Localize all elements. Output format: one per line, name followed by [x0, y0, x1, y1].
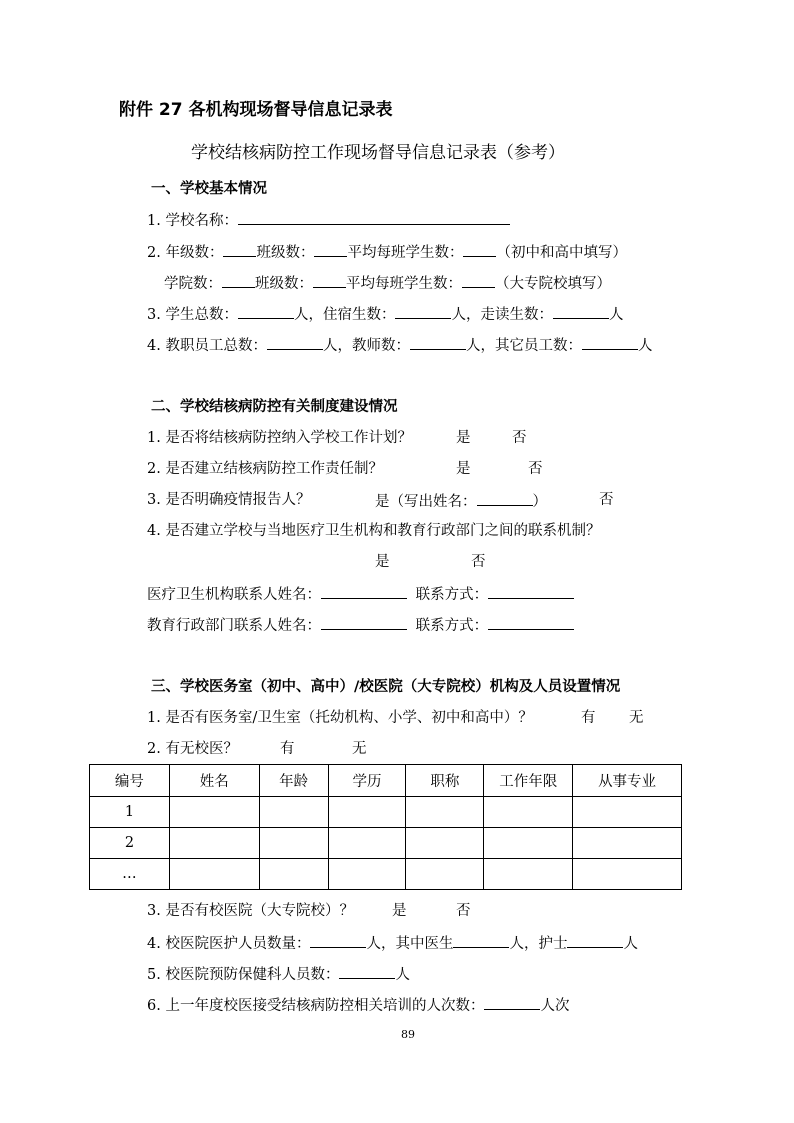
cell-name[interactable]	[169, 828, 259, 859]
cell-title[interactable]	[406, 859, 484, 890]
unit-label: 人，	[465, 338, 495, 354]
row-number: 2	[90, 828, 170, 859]
medical-staff-label: 4. 校医院医护人员数量：	[147, 936, 311, 952]
avg-students-label: 平均每班学生数：	[347, 245, 464, 261]
unit-label: 人	[608, 307, 624, 323]
day-students-field[interactable]	[553, 303, 609, 319]
s3-q3-yes-option[interactable]: 是	[392, 903, 407, 919]
s2-q2-text: 2. 是否建立结核病防控工作责任制？	[147, 461, 383, 477]
boarding-label: 住宿生数：	[322, 307, 396, 323]
unit-label: 人次	[540, 998, 570, 1014]
teachers-field[interactable]	[410, 334, 466, 350]
table-row	[90, 797, 682, 828]
s2-q4-text: 4. 是否建立学校与当地医疗卫生机构和教育行政部门之间的联系机制？	[147, 523, 601, 539]
other-staff-label: 其它员工数：	[494, 338, 582, 354]
prevention-staff-label: 5. 校医院预防保健科人员数：	[147, 967, 340, 983]
school-name-row	[147, 209, 510, 231]
unit-label: 人，	[451, 307, 481, 323]
s2-q1-text: 1. 是否将结核病防控纳入学校工作计划？	[147, 430, 412, 446]
school-name-label: 1. 学校名称：	[147, 213, 238, 229]
day-students-label: 走读生数：	[480, 307, 553, 323]
s2-q3-yes-label: 是（写出姓名：	[375, 494, 477, 510]
unit-label: 人，	[293, 307, 323, 323]
college-note: （大专院校填写）	[495, 276, 611, 292]
row-number: …	[90, 859, 170, 890]
college-avg-field[interactable]	[462, 272, 495, 288]
staff-total-label: 教职员工总数：	[165, 338, 267, 354]
health-contact-row	[147, 583, 574, 605]
col-header-age: 年龄	[259, 765, 328, 797]
col-header-years: 工作年限	[484, 765, 573, 797]
s2-q3-text: 3. 是否明确疫情报告人？	[147, 492, 311, 508]
grade-note: （初中和高中填写）	[496, 245, 627, 261]
cell-specialty[interactable]	[573, 859, 682, 890]
training-row	[147, 994, 569, 1016]
cell-age[interactable]	[259, 859, 328, 890]
college-class-field[interactable]	[313, 272, 346, 288]
s2-q1-no-option[interactable]: 否	[512, 430, 527, 446]
s3-q3-no-option[interactable]: 否	[456, 903, 471, 919]
cell-specialty[interactable]	[573, 828, 682, 859]
col-header-name: 姓名	[169, 765, 259, 797]
row-number: 1	[90, 797, 170, 828]
col-header-specialty: 从事专业	[573, 765, 682, 797]
cell-age[interactable]	[259, 828, 328, 859]
college-row	[164, 272, 611, 294]
school-doctor-table	[89, 764, 682, 890]
college-count-field[interactable]	[222, 272, 255, 288]
college-class-label: 班级数：	[255, 276, 313, 292]
q2-num: 2.	[147, 245, 161, 261]
medical-staff-field[interactable]	[310, 932, 366, 948]
s3-q1-yes-option[interactable]: 有	[581, 710, 596, 726]
edu-contact-name-label: 教育行政部门联系人姓名：	[147, 618, 321, 634]
school-name-field[interactable]	[238, 209, 510, 225]
total-students-label: 学生总数：	[165, 307, 238, 323]
col-header-number: 编号	[90, 765, 170, 797]
s2-q4-yes-option[interactable]: 是	[375, 554, 390, 570]
class-count-label: 班级数：	[256, 245, 315, 261]
edu-contact-method-field[interactable]	[488, 614, 574, 630]
section1-heading: 一、学校基本情况	[151, 181, 267, 197]
table-row	[90, 859, 682, 890]
cell-specialty[interactable]	[573, 797, 682, 828]
unit-label: 人，	[322, 338, 352, 354]
q3-num: 3.	[147, 307, 161, 323]
unit-label: 人	[395, 967, 410, 983]
cell-name[interactable]	[169, 859, 259, 890]
grade-count-field[interactable]	[223, 241, 256, 257]
grade-row	[147, 241, 627, 263]
form-title: 学校结核病防控工作现场督导信息记录表（参考）	[191, 143, 565, 163]
college-avg-label: 平均每班学生数：	[346, 276, 462, 292]
boarding-field[interactable]	[395, 303, 451, 319]
s2-q2-no-option[interactable]: 否	[528, 461, 543, 477]
training-label: 6. 上一年度校医接受结核病防控相关培训的人次数：	[147, 998, 485, 1014]
cell-name[interactable]	[169, 797, 259, 828]
health-contact-method-label: 联系方式：	[415, 587, 489, 603]
cell-education[interactable]	[328, 797, 406, 828]
s3-q1-text: 1. 是否有医务室/卫生室（托幼机构、小学、初中和高中）？	[147, 710, 533, 726]
cell-years[interactable]	[484, 828, 573, 859]
college-count-label: 学院数：	[164, 276, 222, 292]
health-contact-method-field[interactable]	[488, 583, 574, 599]
cell-education[interactable]	[328, 859, 406, 890]
col-header-education: 学历	[328, 765, 406, 797]
s2-q2-yes-option[interactable]: 是	[456, 461, 471, 477]
q4-num: 4.	[147, 338, 161, 354]
cell-years[interactable]	[484, 797, 573, 828]
edu-contact-name-field[interactable]	[321, 614, 407, 630]
s2-q1-yes-option[interactable]: 是	[456, 430, 471, 446]
doctors-label: 人，其中医生	[366, 936, 454, 952]
total-students-field[interactable]	[238, 303, 294, 319]
health-contact-name-label: 医疗卫生机构联系人姓名：	[147, 587, 321, 603]
s3-q2-yes-option[interactable]: 有	[280, 741, 295, 757]
other-staff-field[interactable]	[582, 334, 638, 350]
staff-total-field[interactable]	[267, 334, 323, 350]
cell-age[interactable]	[259, 797, 328, 828]
cell-title[interactable]	[406, 797, 484, 828]
grade-count-label: 年级数：	[165, 245, 224, 261]
teachers-label: 教师数：	[351, 338, 410, 354]
attachment-title: 附件 27 各机构现场督导信息记录表	[119, 100, 393, 120]
students-row	[147, 303, 623, 325]
nurses-label: 人，护士	[509, 936, 568, 952]
cell-years[interactable]	[484, 859, 573, 890]
s2-q3-no-option[interactable]: 否	[599, 492, 614, 508]
training-field[interactable]	[484, 994, 540, 1010]
s3-q1-no-option[interactable]: 无	[629, 710, 644, 726]
nurses-field[interactable]	[567, 932, 623, 948]
prevention-staff-row	[147, 963, 410, 985]
s2-q3-yes-option[interactable]	[375, 490, 547, 512]
edu-contact-method-label: 联系方式：	[415, 618, 489, 634]
page-number: 89	[401, 1028, 415, 1041]
reporter-name-field[interactable]	[477, 490, 533, 506]
s3-q3-text: 3. 是否有校医院（大专院校）？	[147, 903, 354, 919]
table-header-row	[90, 765, 682, 797]
s2-q3-close-paren: ）	[532, 494, 547, 510]
prevention-staff-field[interactable]	[339, 963, 395, 979]
table-row	[90, 828, 682, 859]
avg-students-field[interactable]	[463, 241, 496, 257]
edu-contact-row	[147, 614, 574, 636]
section2-heading: 二、学校结核病防控有关制度建设情况	[151, 399, 398, 415]
col-header-title: 职称	[406, 765, 484, 797]
s3-q2-text: 2. 有无校医？	[147, 741, 238, 757]
health-contact-name-field[interactable]	[321, 583, 407, 599]
medical-staff-row	[147, 932, 638, 954]
staff-row	[147, 334, 652, 356]
cell-title[interactable]	[406, 828, 484, 859]
s2-q4-no-option[interactable]: 否	[471, 554, 486, 570]
unit-label: 人	[637, 338, 653, 354]
class-count-field[interactable]	[314, 241, 347, 257]
s3-q2-no-option[interactable]: 无	[352, 741, 367, 757]
unit-label: 人	[623, 936, 638, 952]
section3-heading: 三、学校医务室（初中、高中）/校医院（大专院校）机构及人员设置情况	[151, 679, 621, 695]
doctors-field[interactable]	[453, 932, 509, 948]
cell-education[interactable]	[328, 828, 406, 859]
